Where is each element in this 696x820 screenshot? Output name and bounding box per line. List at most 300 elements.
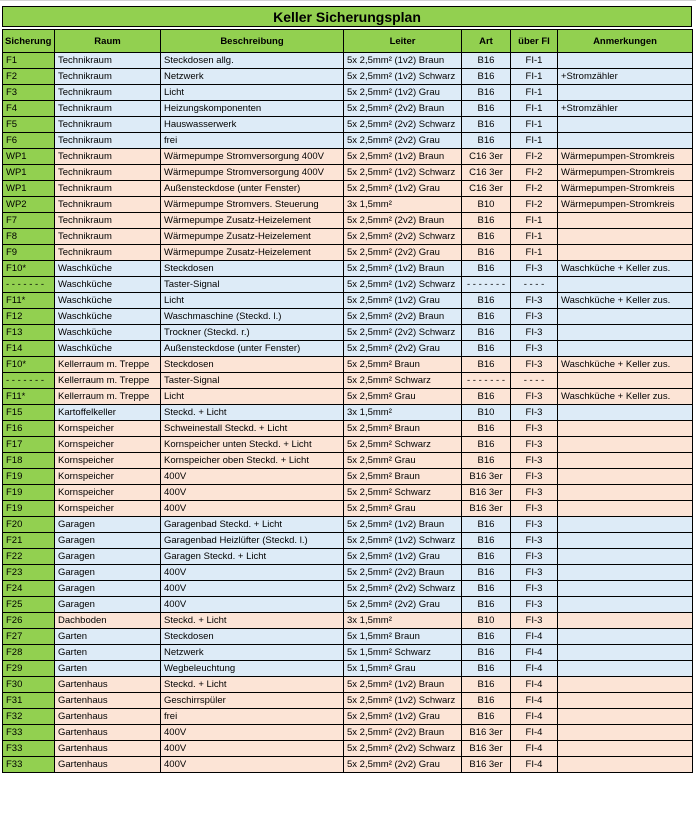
cell-leiter[interactable]: 5x 2,5mm² (1v2) Grau [344, 181, 462, 197]
cell-leiter[interactable]: 5x 2,5mm² (2v2) Schwarz [344, 741, 462, 757]
cell-leiter[interactable]: 3x 1,5mm² [344, 197, 462, 213]
cell-raum[interactable]: Waschküche [55, 309, 161, 325]
cell-leiter[interactable]: 5x 1,5mm² Schwarz [344, 645, 462, 661]
cell-art[interactable]: B16 [462, 693, 511, 709]
cell-leiter[interactable]: 5x 2,5mm² (1v2) Grau [344, 709, 462, 725]
cell-beschreibung[interactable]: Wärmepumpe Stromversorgung 400V [161, 165, 344, 181]
cell-leiter[interactable]: 3x 1,5mm² [344, 405, 462, 421]
cell-sicherung[interactable]: F19 [3, 501, 55, 517]
cell-beschreibung[interactable]: 400V [161, 597, 344, 613]
cell-ueber-fi[interactable]: FI-4 [511, 677, 558, 693]
cell-ueber-fi[interactable]: FI-2 [511, 149, 558, 165]
cell-anmerkung[interactable] [558, 133, 693, 149]
cell-anmerkung[interactable]: Wärmepumpen-Stromkreis [558, 181, 693, 197]
cell-beschreibung[interactable]: Taster-Signal [161, 373, 344, 389]
cell-art[interactable]: B16 [462, 261, 511, 277]
cell-beschreibung[interactable]: Steckdosen [161, 261, 344, 277]
cell-beschreibung[interactable]: Wärmepumpe Zusatz-Heizelement [161, 213, 344, 229]
cell-leiter[interactable]: 5x 2,5mm² Schwarz [344, 373, 462, 389]
cell-raum[interactable]: Kellerraum m. Treppe [55, 357, 161, 373]
cell-ueber-fi[interactable]: FI-1 [511, 229, 558, 245]
cell-raum[interactable]: Gartenhaus [55, 709, 161, 725]
cell-beschreibung[interactable]: 400V [161, 725, 344, 741]
cell-beschreibung[interactable]: Heizungskomponenten [161, 101, 344, 117]
cell-anmerkung[interactable] [558, 229, 693, 245]
cell-beschreibung[interactable]: Netzwerk [161, 69, 344, 85]
cell-anmerkung[interactable] [558, 661, 693, 677]
cell-raum[interactable]: Waschküche [55, 261, 161, 277]
cell-beschreibung[interactable]: Wärmepumpe Zusatz-Heizelement [161, 245, 344, 261]
cell-anmerkung[interactable] [558, 757, 693, 773]
cell-beschreibung[interactable]: 400V [161, 501, 344, 517]
cell-beschreibung[interactable]: Wärmepumpe Stromversorgung 400V [161, 149, 344, 165]
cell-ueber-fi[interactable]: FI-3 [511, 517, 558, 533]
cell-leiter[interactable]: 5x 2,5mm² Grau [344, 389, 462, 405]
cell-raum[interactable]: Technikraum [55, 85, 161, 101]
cell-leiter[interactable]: 5x 2,5mm² Braun [344, 357, 462, 373]
cell-ueber-fi[interactable]: - - - - [511, 373, 558, 389]
cell-anmerkung[interactable] [558, 517, 693, 533]
cell-leiter[interactable]: 5x 2,5mm² (1v2) Braun [344, 53, 462, 69]
cell-raum[interactable]: Technikraum [55, 213, 161, 229]
col-header-ueber-fi[interactable]: über FI [511, 30, 558, 53]
cell-anmerkung[interactable]: Waschküche + Keller zus. [558, 293, 693, 309]
cell-leiter[interactable]: 5x 2,5mm² (1v2) Braun [344, 149, 462, 165]
cell-art[interactable]: B16 [462, 453, 511, 469]
cell-beschreibung[interactable]: 400V [161, 485, 344, 501]
cell-anmerkung[interactable] [558, 613, 693, 629]
cell-beschreibung[interactable]: Steckd. + Licht [161, 677, 344, 693]
cell-leiter[interactable]: 5x 2,5mm² (2v2) Grau [344, 757, 462, 773]
cell-sicherung[interactable]: F6 [3, 133, 55, 149]
cell-leiter[interactable]: 5x 2,5mm² (2v2) Braun [344, 213, 462, 229]
cell-beschreibung[interactable]: Wegbeleuchtung [161, 661, 344, 677]
cell-ueber-fi[interactable]: FI-3 [511, 533, 558, 549]
cell-art[interactable]: C16 3er [462, 165, 511, 181]
cell-sicherung[interactable]: F16 [3, 421, 55, 437]
cell-sicherung[interactable]: F15 [3, 405, 55, 421]
cell-sicherung[interactable]: F19 [3, 485, 55, 501]
cell-sicherung[interactable]: F25 [3, 597, 55, 613]
cell-leiter[interactable]: 5x 2,5mm² (2v2) Braun [344, 309, 462, 325]
cell-art[interactable]: B16 [462, 101, 511, 117]
cell-art[interactable]: B16 [462, 517, 511, 533]
cell-raum[interactable]: Gartenhaus [55, 677, 161, 693]
cell-art[interactable]: B16 [462, 645, 511, 661]
cell-leiter[interactable]: 5x 2,5mm² (2v2) Schwarz [344, 325, 462, 341]
cell-ueber-fi[interactable]: FI-3 [511, 565, 558, 581]
cell-anmerkung[interactable] [558, 117, 693, 133]
cell-art[interactable]: B16 [462, 245, 511, 261]
cell-sicherung[interactable]: F29 [3, 661, 55, 677]
cell-sicherung[interactable]: F17 [3, 437, 55, 453]
cell-ueber-fi[interactable]: FI-2 [511, 197, 558, 213]
cell-raum[interactable]: Kellerraum m. Treppe [55, 389, 161, 405]
cell-art[interactable]: B16 3er [462, 501, 511, 517]
cell-ueber-fi[interactable]: FI-3 [511, 421, 558, 437]
cell-leiter[interactable]: 5x 2,5mm² (2v2) Braun [344, 565, 462, 581]
cell-raum[interactable]: Kornspeicher [55, 437, 161, 453]
cell-art[interactable]: B16 [462, 661, 511, 677]
cell-sicherung[interactable]: F11* [3, 389, 55, 405]
cell-raum[interactable]: Garagen [55, 533, 161, 549]
cell-sicherung[interactable]: F22 [3, 549, 55, 565]
cell-art[interactable]: C16 3er [462, 181, 511, 197]
cell-art[interactable]: B16 [462, 357, 511, 373]
cell-art[interactable]: - - - - - - - [462, 277, 511, 293]
cell-beschreibung[interactable]: 400V [161, 757, 344, 773]
cell-art[interactable]: C16 3er [462, 149, 511, 165]
cell-sicherung[interactable]: F4 [3, 101, 55, 117]
cell-sicherung[interactable]: F23 [3, 565, 55, 581]
cell-anmerkung[interactable]: Waschküche + Keller zus. [558, 261, 693, 277]
cell-raum[interactable]: Gartenhaus [55, 725, 161, 741]
cell-leiter[interactable]: 5x 2,5mm² Grau [344, 501, 462, 517]
cell-anmerkung[interactable] [558, 405, 693, 421]
cell-leiter[interactable]: 5x 2,5mm² (1v2) Braun [344, 517, 462, 533]
cell-beschreibung[interactable]: Garagenbad Heizlüfter (Steckd. l.) [161, 533, 344, 549]
cell-leiter[interactable]: 5x 2,5mm² (2v2) Schwarz [344, 117, 462, 133]
cell-anmerkung[interactable] [558, 725, 693, 741]
cell-raum[interactable]: Garten [55, 661, 161, 677]
cell-art[interactable]: B16 [462, 565, 511, 581]
cell-ueber-fi[interactable]: FI-1 [511, 85, 558, 101]
cell-raum[interactable]: Technikraum [55, 69, 161, 85]
cell-beschreibung[interactable]: frei [161, 133, 344, 149]
cell-anmerkung[interactable] [558, 453, 693, 469]
cell-leiter[interactable]: 5x 2,5mm² (2v2) Grau [344, 341, 462, 357]
cell-art[interactable]: B16 [462, 85, 511, 101]
cell-raum[interactable]: Garagen [55, 549, 161, 565]
cell-art[interactable]: B16 [462, 133, 511, 149]
cell-leiter[interactable]: 5x 1,5mm² Grau [344, 661, 462, 677]
cell-ueber-fi[interactable]: FI-3 [511, 309, 558, 325]
cell-leiter[interactable]: 5x 2,5mm² Grau [344, 453, 462, 469]
cell-sicherung[interactable]: WP2 [3, 197, 55, 213]
sheet-title[interactable]: Keller Sicherungsplan [2, 6, 692, 27]
cell-anmerkung[interactable] [558, 741, 693, 757]
cell-anmerkung[interactable] [558, 245, 693, 261]
cell-leiter[interactable]: 5x 2,5mm² (1v2) Grau [344, 549, 462, 565]
cell-sicherung[interactable]: F8 [3, 229, 55, 245]
cell-sicherung[interactable]: F11* [3, 293, 55, 309]
cell-beschreibung[interactable]: Schweinestall Steckd. + Licht [161, 421, 344, 437]
cell-leiter[interactable]: 5x 2,5mm² (1v2) Grau [344, 85, 462, 101]
cell-leiter[interactable]: 5x 2,5mm² Braun [344, 469, 462, 485]
cell-raum[interactable]: Garagen [55, 581, 161, 597]
cell-beschreibung[interactable]: 400V [161, 741, 344, 757]
cell-art[interactable]: B16 [462, 309, 511, 325]
cell-beschreibung[interactable]: Licht [161, 293, 344, 309]
cell-sicherung[interactable]: F9 [3, 245, 55, 261]
cell-beschreibung[interactable]: 400V [161, 565, 344, 581]
cell-leiter[interactable]: 5x 2,5mm² (1v2) Braun [344, 677, 462, 693]
cell-ueber-fi[interactable]: FI-3 [511, 597, 558, 613]
cell-raum[interactable]: Garagen [55, 517, 161, 533]
cell-beschreibung[interactable]: Netzwerk [161, 645, 344, 661]
cell-art[interactable]: B16 [462, 581, 511, 597]
cell-beschreibung[interactable]: Licht [161, 389, 344, 405]
cell-art[interactable]: B16 [462, 325, 511, 341]
cell-raum[interactable]: Garagen [55, 565, 161, 581]
cell-sicherung[interactable]: F18 [3, 453, 55, 469]
cell-beschreibung[interactable]: Wärmepumpe Stromvers. Steuerung [161, 197, 344, 213]
cell-beschreibung[interactable]: Außensteckdose (unter Fenster) [161, 341, 344, 357]
cell-anmerkung[interactable] [558, 277, 693, 293]
cell-beschreibung[interactable]: Steckdosen [161, 357, 344, 373]
cell-art[interactable]: B16 3er [462, 469, 511, 485]
cell-leiter[interactable]: 5x 2,5mm² (1v2) Schwarz [344, 693, 462, 709]
cell-ueber-fi[interactable]: FI-3 [511, 341, 558, 357]
cell-art[interactable]: B16 3er [462, 725, 511, 741]
cell-beschreibung[interactable]: 400V [161, 581, 344, 597]
cell-raum[interactable]: Kornspeicher [55, 501, 161, 517]
cell-sicherung[interactable]: F19 [3, 469, 55, 485]
col-header-raum[interactable]: Raum [55, 30, 161, 53]
cell-anmerkung[interactable] [558, 309, 693, 325]
cell-anmerkung[interactable] [558, 709, 693, 725]
cell-ueber-fi[interactable]: FI-1 [511, 53, 558, 69]
cell-sicherung[interactable]: F14 [3, 341, 55, 357]
cell-sicherung[interactable]: WP1 [3, 165, 55, 181]
cell-sicherung[interactable]: WP1 [3, 181, 55, 197]
cell-sicherung[interactable]: F20 [3, 517, 55, 533]
cell-art[interactable]: B16 [462, 117, 511, 133]
cell-sicherung[interactable]: F5 [3, 117, 55, 133]
cell-sicherung[interactable]: F32 [3, 709, 55, 725]
cell-anmerkung[interactable] [558, 213, 693, 229]
cell-beschreibung[interactable]: frei [161, 709, 344, 725]
cell-art[interactable]: B16 [462, 293, 511, 309]
cell-raum[interactable]: Kellerraum m. Treppe [55, 373, 161, 389]
cell-anmerkung[interactable] [558, 693, 693, 709]
cell-beschreibung[interactable]: Hauswasserwerk [161, 117, 344, 133]
cell-leiter[interactable]: 5x 2,5mm² (2v2) Schwarz [344, 229, 462, 245]
cell-anmerkung[interactable] [558, 325, 693, 341]
cell-sicherung[interactable]: F33 [3, 741, 55, 757]
cell-anmerkung[interactable] [558, 645, 693, 661]
cell-ueber-fi[interactable]: FI-1 [511, 117, 558, 133]
cell-art[interactable]: B10 [462, 405, 511, 421]
cell-leiter[interactable]: 5x 2,5mm² (2v2) Grau [344, 133, 462, 149]
cell-art[interactable]: B16 [462, 389, 511, 405]
cell-leiter[interactable]: 5x 2,5mm² (1v2) Schwarz [344, 277, 462, 293]
cell-ueber-fi[interactable]: FI-3 [511, 501, 558, 517]
cell-art[interactable]: B16 [462, 421, 511, 437]
cell-anmerkung[interactable] [558, 373, 693, 389]
cell-art[interactable]: B16 3er [462, 757, 511, 773]
cell-ueber-fi[interactable]: FI-1 [511, 245, 558, 261]
cell-art[interactable]: B16 [462, 549, 511, 565]
cell-sicherung[interactable]: F24 [3, 581, 55, 597]
cell-sicherung[interactable]: - - - - - - - [3, 277, 55, 293]
cell-ueber-fi[interactable]: FI-3 [511, 261, 558, 277]
cell-ueber-fi[interactable]: FI-3 [511, 613, 558, 629]
cell-anmerkung[interactable] [558, 629, 693, 645]
cell-ueber-fi[interactable]: FI-3 [511, 437, 558, 453]
cell-ueber-fi[interactable]: FI-3 [511, 549, 558, 565]
cell-raum[interactable]: Technikraum [55, 117, 161, 133]
col-header-art[interactable]: Art [462, 30, 511, 53]
cell-leiter[interactable]: 5x 1,5mm² Braun [344, 629, 462, 645]
cell-raum[interactable]: Garten [55, 645, 161, 661]
cell-raum[interactable]: Waschküche [55, 325, 161, 341]
cell-ueber-fi[interactable]: FI-3 [511, 469, 558, 485]
cell-art[interactable]: B16 3er [462, 485, 511, 501]
cell-raum[interactable]: Kornspeicher [55, 453, 161, 469]
cell-raum[interactable]: Technikraum [55, 245, 161, 261]
cell-art[interactable]: B16 3er [462, 741, 511, 757]
cell-leiter[interactable]: 5x 2,5mm² Braun [344, 421, 462, 437]
cell-leiter[interactable]: 5x 2,5mm² (1v2) Schwarz [344, 69, 462, 85]
cell-ueber-fi[interactable]: FI-1 [511, 213, 558, 229]
cell-raum[interactable]: Technikraum [55, 165, 161, 181]
cell-anmerkung[interactable] [558, 437, 693, 453]
cell-anmerkung[interactable]: Waschküche + Keller zus. [558, 389, 693, 405]
cell-raum[interactable]: Waschküche [55, 277, 161, 293]
cell-beschreibung[interactable]: Steckdosen [161, 629, 344, 645]
cell-art[interactable]: B16 [462, 229, 511, 245]
cell-beschreibung[interactable]: Steckdosen allg. [161, 53, 344, 69]
col-header-beschreibung[interactable]: Beschreibung [161, 30, 344, 53]
cell-art[interactable]: B16 [462, 437, 511, 453]
cell-anmerkung[interactable] [558, 85, 693, 101]
cell-anmerkung[interactable] [558, 341, 693, 357]
cell-anmerkung[interactable]: Waschküche + Keller zus. [558, 357, 693, 373]
cell-leiter[interactable]: 5x 2,5mm² (2v2) Grau [344, 245, 462, 261]
cell-sicherung[interactable]: WP1 [3, 149, 55, 165]
cell-raum[interactable]: Dachboden [55, 613, 161, 629]
cell-sicherung[interactable]: F7 [3, 213, 55, 229]
cell-art[interactable]: B16 [462, 53, 511, 69]
cell-sicherung[interactable]: F2 [3, 69, 55, 85]
cell-anmerkung[interactable]: Wärmepumpen-Stromkreis [558, 197, 693, 213]
cell-beschreibung[interactable]: 400V [161, 469, 344, 485]
cell-anmerkung[interactable] [558, 501, 693, 517]
cell-ueber-fi[interactable]: FI-4 [511, 741, 558, 757]
cell-ueber-fi[interactable]: FI-3 [511, 453, 558, 469]
cell-raum[interactable]: Gartenhaus [55, 693, 161, 709]
cell-leiter[interactable]: 5x 2,5mm² (1v2) Schwarz [344, 165, 462, 181]
cell-beschreibung[interactable]: Taster-Signal [161, 277, 344, 293]
cell-art[interactable]: B10 [462, 197, 511, 213]
cell-sicherung[interactable]: - - - - - - - [3, 373, 55, 389]
cell-anmerkung[interactable]: +Stromzähler [558, 69, 693, 85]
cell-leiter[interactable]: 5x 2,5mm² Schwarz [344, 485, 462, 501]
cell-ueber-fi[interactable]: FI-4 [511, 661, 558, 677]
cell-anmerkung[interactable] [558, 533, 693, 549]
cell-beschreibung[interactable]: Garagen Steckd. + Licht [161, 549, 344, 565]
cell-anmerkung[interactable] [558, 549, 693, 565]
cell-raum[interactable]: Gartenhaus [55, 741, 161, 757]
cell-sicherung[interactable]: F10* [3, 261, 55, 277]
cell-raum[interactable]: Technikraum [55, 229, 161, 245]
cell-ueber-fi[interactable]: FI-3 [511, 357, 558, 373]
cell-sicherung[interactable]: F12 [3, 309, 55, 325]
cell-leiter[interactable]: 5x 2,5mm² (2v2) Braun [344, 725, 462, 741]
cell-leiter[interactable]: 3x 1,5mm² [344, 613, 462, 629]
cell-ueber-fi[interactable]: FI-4 [511, 725, 558, 741]
cell-raum[interactable]: Kornspeicher [55, 469, 161, 485]
cell-art[interactable]: - - - - - - - [462, 373, 511, 389]
cell-raum[interactable]: Waschküche [55, 293, 161, 309]
cell-art[interactable]: B16 [462, 709, 511, 725]
cell-sicherung[interactable]: F27 [3, 629, 55, 645]
cell-leiter[interactable]: 5x 2,5mm² (1v2) Grau [344, 293, 462, 309]
cell-ueber-fi[interactable]: FI-4 [511, 757, 558, 773]
cell-leiter[interactable]: 5x 2,5mm² (1v2) Braun [344, 261, 462, 277]
cell-beschreibung[interactable]: Geschirrspüler [161, 693, 344, 709]
cell-raum[interactable]: Technikraum [55, 53, 161, 69]
cell-ueber-fi[interactable]: FI-3 [511, 405, 558, 421]
col-header-sicherung[interactable]: Sicherung [3, 30, 55, 53]
cell-ueber-fi[interactable]: FI-3 [511, 325, 558, 341]
cell-art[interactable]: B16 [462, 677, 511, 693]
cell-beschreibung[interactable]: Waschmaschine (Steckd. l.) [161, 309, 344, 325]
cell-raum[interactable]: Technikraum [55, 101, 161, 117]
cell-beschreibung[interactable]: Garagenbad Steckd. + Licht [161, 517, 344, 533]
cell-art[interactable]: B16 [462, 597, 511, 613]
cell-art[interactable]: B16 [462, 629, 511, 645]
cell-ueber-fi[interactable]: FI-3 [511, 293, 558, 309]
cell-sicherung[interactable]: F26 [3, 613, 55, 629]
cell-ueber-fi[interactable]: FI-4 [511, 709, 558, 725]
cell-ueber-fi[interactable]: FI-3 [511, 485, 558, 501]
cell-raum[interactable]: Garagen [55, 597, 161, 613]
cell-beschreibung[interactable]: Trockner (Steckd. r.) [161, 325, 344, 341]
cell-beschreibung[interactable]: Steckd. + Licht [161, 405, 344, 421]
cell-beschreibung[interactable]: Kornspeicher unten Steckd. + Licht [161, 437, 344, 453]
cell-raum[interactable]: Technikraum [55, 133, 161, 149]
cell-sicherung[interactable]: F21 [3, 533, 55, 549]
cell-beschreibung[interactable]: Außensteckdose (unter Fenster) [161, 181, 344, 197]
cell-sicherung[interactable]: F33 [3, 757, 55, 773]
cell-ueber-fi[interactable]: FI-2 [511, 181, 558, 197]
cell-art[interactable]: B16 [462, 69, 511, 85]
cell-raum[interactable]: Kartoffelkeller [55, 405, 161, 421]
cell-anmerkung[interactable]: +Stromzähler [558, 101, 693, 117]
cell-ueber-fi[interactable]: - - - - [511, 277, 558, 293]
cell-art[interactable]: B16 [462, 533, 511, 549]
cell-anmerkung[interactable] [558, 565, 693, 581]
cell-ueber-fi[interactable]: FI-1 [511, 133, 558, 149]
cell-ueber-fi[interactable]: FI-3 [511, 389, 558, 405]
cell-leiter[interactable]: 5x 2,5mm² (2v2) Braun [344, 101, 462, 117]
cell-sicherung[interactable]: F13 [3, 325, 55, 341]
cell-ueber-fi[interactable]: FI-2 [511, 165, 558, 181]
cell-leiter[interactable]: 5x 2,5mm² (2v2) Schwarz [344, 581, 462, 597]
cell-beschreibung[interactable]: Wärmepumpe Zusatz-Heizelement [161, 229, 344, 245]
cell-ueber-fi[interactable]: FI-4 [511, 629, 558, 645]
cell-sicherung[interactable]: F30 [3, 677, 55, 693]
cell-art[interactable]: B16 [462, 341, 511, 357]
cell-raum[interactable]: Garten [55, 629, 161, 645]
cell-beschreibung[interactable]: Steckd. + Licht [161, 613, 344, 629]
cell-sicherung[interactable]: F10* [3, 357, 55, 373]
cell-raum[interactable]: Waschküche [55, 341, 161, 357]
cell-raum[interactable]: Gartenhaus [55, 757, 161, 773]
cell-sicherung[interactable]: F28 [3, 645, 55, 661]
cell-raum[interactable]: Kornspeicher [55, 421, 161, 437]
cell-ueber-fi[interactable]: FI-3 [511, 581, 558, 597]
cell-ueber-fi[interactable]: FI-1 [511, 69, 558, 85]
cell-raum[interactable]: Technikraum [55, 149, 161, 165]
cell-sicherung[interactable]: F1 [3, 53, 55, 69]
cell-sicherung[interactable]: F3 [3, 85, 55, 101]
cell-sicherung[interactable]: F31 [3, 693, 55, 709]
cell-sicherung[interactable]: F33 [3, 725, 55, 741]
cell-ueber-fi[interactable]: FI-4 [511, 693, 558, 709]
